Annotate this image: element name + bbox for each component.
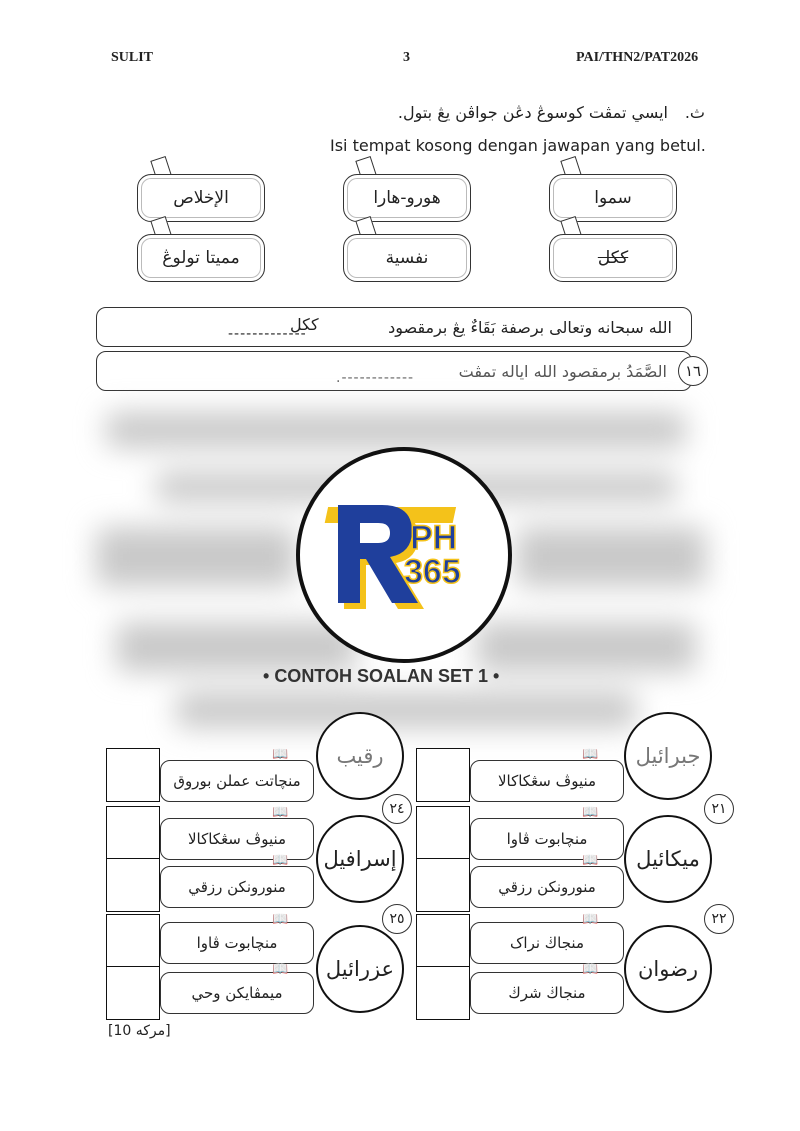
banner-text: • CONTOH SOALAN SET 1 •	[263, 666, 500, 686]
answer-box[interactable]	[106, 806, 160, 860]
question-number: ٢٢	[704, 904, 734, 934]
svg-text:365: 365	[404, 553, 461, 591]
answer-box[interactable]	[416, 748, 470, 802]
instruction-rumi: Isi tempat kosong dengan jawapan yang betul.	[330, 136, 706, 155]
book-icon: 📖	[272, 747, 287, 762]
rph-logo-icon	[300, 451, 508, 659]
option-label: منورونكن رزقي	[470, 866, 624, 908]
angel-circle: ميكائيل	[624, 815, 712, 903]
logo	[296, 447, 512, 663]
question-number: ٢٥	[382, 904, 412, 934]
answer-blank[interactable]: .------------	[336, 370, 415, 386]
word-chip: مميتا تولوڠ	[137, 234, 265, 282]
word-chip: نفسية	[343, 234, 471, 282]
answer-box[interactable]	[106, 748, 160, 802]
book-icon: 📖	[272, 805, 287, 820]
book-icon: 📖	[582, 747, 597, 762]
answer-box[interactable]	[106, 966, 160, 1020]
book-icon: 📖	[582, 853, 597, 868]
angel-circle: رضوان	[624, 925, 712, 1013]
question-number: ١٦	[678, 356, 708, 386]
book-icon: 📖	[272, 853, 287, 868]
svg-text:PH: PH	[410, 519, 458, 557]
book-icon: 📖	[582, 962, 597, 977]
angel-circle: رقيب	[316, 712, 404, 800]
fill-item-text: الصَّمَدُ برمقصود الله اياله تمڤت	[458, 362, 667, 381]
option-label: منچابوت ڤاوا	[470, 818, 624, 860]
answer-handwritten: ككل	[290, 315, 319, 334]
section-letter: ث.	[684, 103, 705, 122]
option-label: منچابوت ڤاوا	[160, 922, 314, 964]
page-number: 3	[403, 50, 410, 65]
answer-box[interactable]	[106, 914, 160, 968]
angel-circle: جبرائيل	[624, 712, 712, 800]
option-label: منيوڤ سڠكاكالا	[160, 818, 314, 860]
option-label: منچاتت عملن بوروق	[160, 760, 314, 802]
answer-box[interactable]	[416, 914, 470, 968]
book-icon: 📖	[582, 805, 597, 820]
option-label: منجاڬ نراک	[470, 922, 624, 964]
option-label: منجاڬ شرڬ	[470, 972, 624, 1014]
fill-item-text: الله سبحانه وتعالى برصفة بَقَاءٌ يڠ برمقصود	[388, 318, 672, 337]
marks-label: [10 مركه]	[108, 1023, 171, 1039]
answer-blank[interactable]: -------------	[228, 326, 307, 342]
answer-box[interactable]	[416, 806, 470, 860]
option-label: منيوڤ سڠكاكالا	[470, 760, 624, 802]
instruction-jawi: ايسي تمڤت كوسوڠ دڠن جواڤن يڠ بتول.	[397, 103, 668, 122]
angel-circle: إسرافيل	[316, 815, 404, 903]
word-chip-used: ككل	[549, 234, 677, 282]
question-number: ٢١	[704, 794, 734, 824]
word-chip: سموا	[549, 174, 677, 222]
answer-box[interactable]	[416, 858, 470, 912]
answer-box[interactable]	[416, 966, 470, 1020]
option-label: ميمڤايكن وحي	[160, 972, 314, 1014]
question-number: ٢٤	[382, 794, 412, 824]
word-chip: الإخلاص	[137, 174, 265, 222]
book-icon: 📖	[272, 912, 287, 927]
book-icon: 📖	[582, 912, 597, 927]
paper-code: PAI/THN2/PAT2026	[576, 50, 699, 65]
option-label: منورونكن رزقي	[160, 866, 314, 908]
word-chip: هورو-هارا	[343, 174, 471, 222]
book-icon: 📖	[272, 962, 287, 977]
angel-circle: عزرائيل	[316, 925, 404, 1013]
header-sulit: SULIT	[111, 50, 154, 65]
answer-box[interactable]	[106, 858, 160, 912]
